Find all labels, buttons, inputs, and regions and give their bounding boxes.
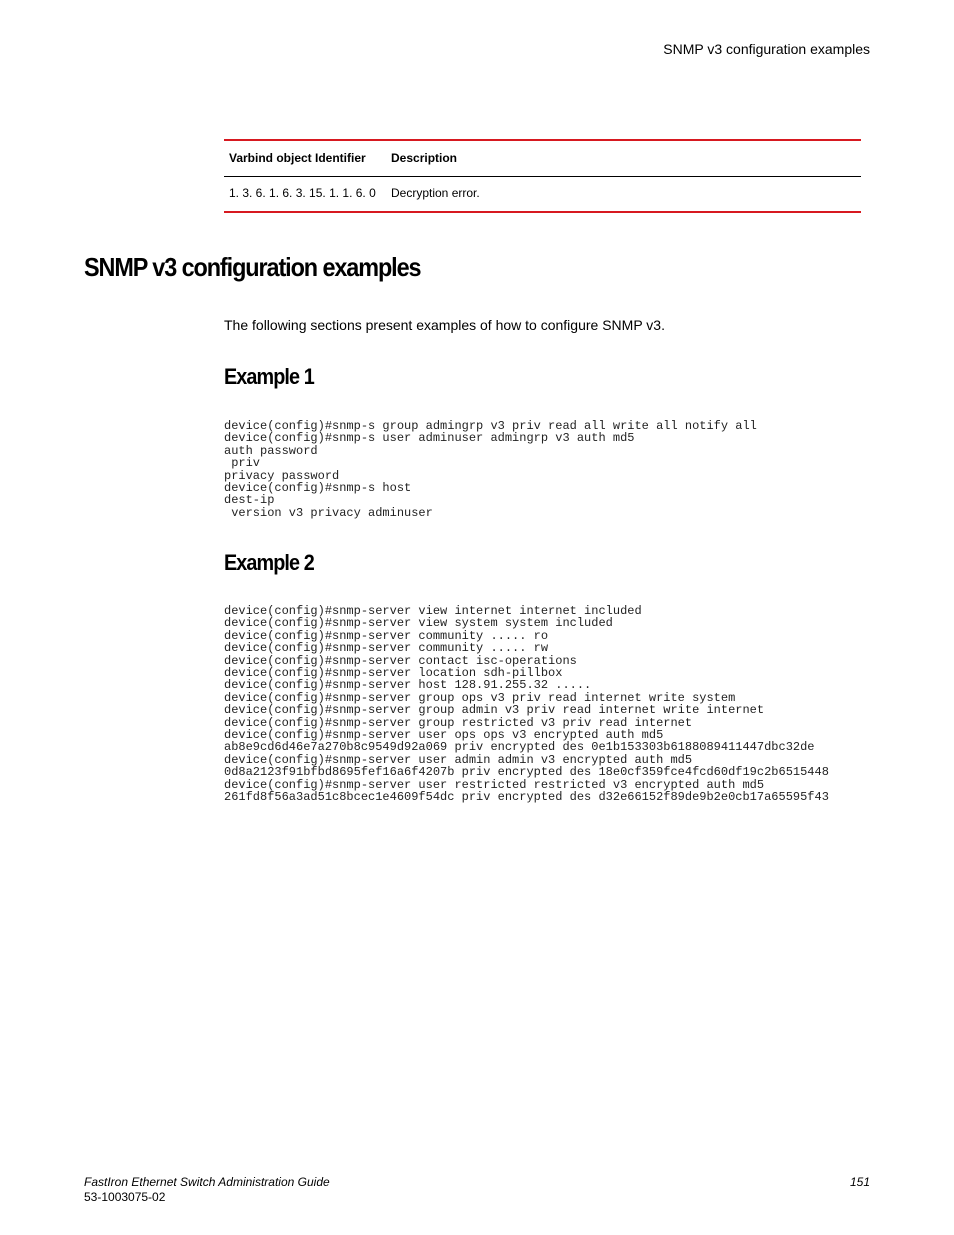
section-title: SNMP v3 configuration examples — [84, 252, 421, 282]
footer-page-number: 151 — [849, 1175, 870, 1189]
column-header-identifier: Varbind object Identifier — [229, 151, 366, 165]
example2-code: device(config)#snmp-server view internet internet included device(config)#snmp-server view system system included device(config)#snmp-server community ..... ro device(config)#snmp-server community ..... rw device(config)#snmp-server contact isc-operations device(config)#snmp-server location sdh-pillbox device(config)#snmp-server host 128.91.255.32 ..... device(config)#snmp-server group ops v3 priv read internet write system device(config)#snmp-server group admin v3 priv read internet write internet device(config)#snmp-server group restricted v3 priv read internet device(config)#snmp-server user ops ops v3 encrypted auth md5 ab8e9cd6d46e7a270b8c9549d92a069 priv encrypted des 0e1b153303b6188089411447dbc32de device(config)#snmp-server user admin admin v3 encrypted auth md5 0d8a2123f91bfbd8695fef16a6f4207b priv encrypted des 18e0cf359fce4fcd60df19c2b6515448 device(config)#snmp-server user restricted restricted v3 encrypted auth md5 261fd8f56a3ad51c8bcec1e4609f54dc priv encrypted des d32e66152f89de9b2e0cb17a65595f43 — [224, 604, 829, 805]
running-header: SNMP v3 configuration examples — [663, 41, 870, 57]
example1-code: device(config)#snmp-s group admingrp v3 priv read all write all notify all device(config)#snmp-s user adminuser admingrp v3 auth md5 auth password priv privacy password device(config)#snmp-s host dest-ip version v3 privacy adminuser — [224, 419, 757, 520]
cell-description: Decryption error. — [391, 186, 480, 200]
table-header-row — [224, 141, 861, 176]
cell-identifier: 1. 3. 6. 1. 6. 3. 15. 1. 1. 6. 0 — [229, 186, 376, 200]
table-bottom-rule — [224, 211, 861, 213]
footer-guide-title: FastIron Ethernet Switch Administration Guide — [84, 1175, 330, 1189]
example1-title: Example 1 — [224, 364, 314, 389]
varbind-table — [224, 139, 861, 213]
example2-title: Example 2 — [224, 550, 314, 575]
footer-right — [850, 1175, 870, 1190]
column-header-description: Description — [391, 151, 458, 165]
section-intro: The following sections present examples of how to configure SNMP v3. — [224, 317, 665, 333]
table-row — [224, 177, 861, 211]
footer-left — [84, 1175, 330, 1205]
footer-doc-number: 53-1003075-02 — [84, 1190, 166, 1204]
